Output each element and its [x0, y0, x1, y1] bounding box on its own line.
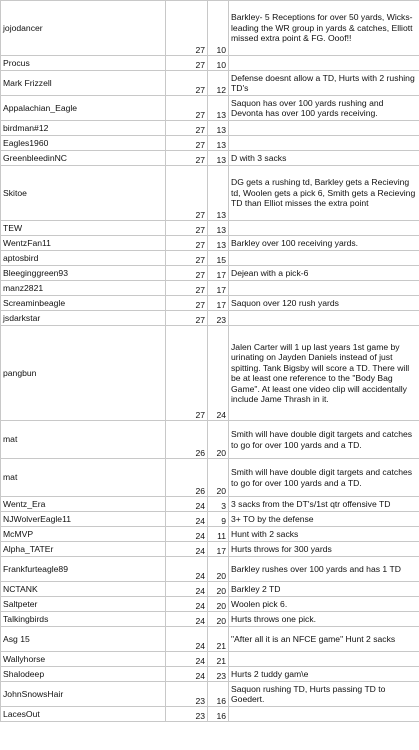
opponent-score-cell: 13: [208, 166, 229, 221]
table-row: [1, 1, 419, 56]
prediction-note-cell: [229, 707, 419, 722]
table-row: [1, 652, 419, 667]
table-row: [1, 71, 419, 96]
table-row: [1, 421, 419, 459]
opponent-score-cell: 24: [208, 326, 229, 421]
username-cell: Appalachian_Eagle: [1, 96, 166, 121]
prediction-note-cell: [229, 251, 419, 266]
score-cell: 27: [166, 1, 208, 56]
table-row: [1, 627, 419, 652]
table-row: [1, 542, 419, 557]
score-cell: 26: [166, 421, 208, 459]
opponent-score-cell: 3: [208, 497, 229, 512]
score-cell: 26: [166, 459, 208, 497]
prediction-note-cell: 3+ TO by the defense: [229, 512, 419, 527]
username-cell: Eagles1960: [1, 136, 166, 151]
prediction-note-cell: Hurts throws one pick.: [229, 612, 419, 627]
opponent-score-cell: 12: [208, 71, 229, 96]
opponent-score-cell: 21: [208, 627, 229, 652]
username-cell: mat: [1, 459, 166, 497]
username-cell: Frankfurteagle89: [1, 557, 166, 582]
table-row: [1, 707, 419, 722]
prediction-note-cell: Barkley over 100 receiving yards.: [229, 236, 419, 251]
opponent-score-cell: 10: [208, 56, 229, 71]
opponent-score-cell: 21: [208, 652, 229, 667]
table-row: [1, 166, 419, 221]
table-row: [1, 236, 419, 251]
predictions-table-body: [1, 1, 419, 722]
score-cell: 27: [166, 96, 208, 121]
opponent-score-cell: 17: [208, 281, 229, 296]
opponent-score-cell: 13: [208, 236, 229, 251]
score-cell: 24: [166, 582, 208, 597]
prediction-note-cell: "After all it is an NFCE game" Hunt 2 sacks: [229, 627, 419, 652]
table-row: [1, 121, 419, 136]
table-row: [1, 597, 419, 612]
opponent-score-cell: 13: [208, 136, 229, 151]
prediction-note-cell: Hurts throws for 300 yards: [229, 542, 419, 557]
prediction-note-cell: Saquon rushing TD, Hurts passing TD to Goedert.: [229, 682, 419, 707]
opponent-score-cell: 16: [208, 707, 229, 722]
prediction-note-cell: Defense doesnt allow a TD, Hurts with 2 rushing TD's: [229, 71, 419, 96]
prediction-note-cell: Barkley- 5 Receptions for over 50 yards, Wicks- leading the WR group in yards & catches, Elliott missed extra point & FG. Ooof!!: [229, 1, 419, 56]
score-cell: 24: [166, 612, 208, 627]
prediction-note-cell: [229, 56, 419, 71]
score-cell: 27: [166, 136, 208, 151]
table-row: [1, 557, 419, 582]
prediction-note-cell: Barkley 2 TD: [229, 582, 419, 597]
prediction-note-cell: [229, 311, 419, 326]
score-cell: 27: [166, 71, 208, 96]
username-cell: jojodancer: [1, 1, 166, 56]
score-cell: 27: [166, 166, 208, 221]
username-cell: jsdarkstar: [1, 311, 166, 326]
username-cell: GreenbleedinNC: [1, 151, 166, 166]
table-row: [1, 497, 419, 512]
table-row: [1, 667, 419, 682]
opponent-score-cell: 9: [208, 512, 229, 527]
prediction-note-cell: 3 sacks from the DT's/1st qtr offensive TD: [229, 497, 419, 512]
score-cell: 24: [166, 597, 208, 612]
table-row: [1, 682, 419, 707]
prediction-note-cell: [229, 281, 419, 296]
prediction-note-cell: Saquon has over 100 yards rushing and Devonta has over 100 yards receiving.: [229, 96, 419, 121]
table-row: [1, 56, 419, 71]
prediction-note-cell: [229, 136, 419, 151]
opponent-score-cell: 17: [208, 542, 229, 557]
opponent-score-cell: 17: [208, 266, 229, 281]
table-row: [1, 582, 419, 597]
username-cell: Procus: [1, 56, 166, 71]
username-cell: Asg 15: [1, 627, 166, 652]
table-row: [1, 612, 419, 627]
score-cell: 27: [166, 121, 208, 136]
username-cell: WentzFan11: [1, 236, 166, 251]
score-cell: 27: [166, 296, 208, 311]
opponent-score-cell: 13: [208, 221, 229, 236]
username-cell: Wallyhorse: [1, 652, 166, 667]
username-cell: LacesOut: [1, 707, 166, 722]
prediction-note-cell: DG gets a rushing td, Barkley gets a Recieving td, Woolen gets a pick 6, Smith gets a Recieving TD than Elliot misses the extra point: [229, 166, 419, 221]
username-cell: TEW: [1, 221, 166, 236]
prediction-note-cell: Hurts 2 tuddy gam\e: [229, 667, 419, 682]
table-row: [1, 266, 419, 281]
username-cell: NCTANK: [1, 582, 166, 597]
username-cell: Saltpeter: [1, 597, 166, 612]
opponent-score-cell: 20: [208, 459, 229, 497]
score-cell: 27: [166, 236, 208, 251]
score-cell: 24: [166, 512, 208, 527]
prediction-note-cell: [229, 652, 419, 667]
prediction-note-cell: Smith will have double digit targets and catches to go for over 100 yards and a TD.: [229, 421, 419, 459]
opponent-score-cell: 13: [208, 96, 229, 121]
username-cell: McMVP: [1, 527, 166, 542]
username-cell: Wentz_Era: [1, 497, 166, 512]
prediction-note-cell: Smith will have double digit targets and catches to go for over 100 yards and a TD.: [229, 459, 419, 497]
username-cell: manz2821: [1, 281, 166, 296]
opponent-score-cell: 23: [208, 311, 229, 326]
opponent-score-cell: 15: [208, 251, 229, 266]
opponent-score-cell: 13: [208, 151, 229, 166]
prediction-note-cell: [229, 121, 419, 136]
prediction-note-cell: Woolen pick 6.: [229, 597, 419, 612]
username-cell: birdman#12: [1, 121, 166, 136]
username-cell: Mark Frizzell: [1, 71, 166, 96]
username-cell: Skitoe: [1, 166, 166, 221]
table-row: [1, 296, 419, 311]
username-cell: Bleeginggreen93: [1, 266, 166, 281]
prediction-note-cell: Dejean with a pick-6: [229, 266, 419, 281]
table-row: [1, 311, 419, 326]
opponent-score-cell: 11: [208, 527, 229, 542]
prediction-note-cell: [229, 221, 419, 236]
username-cell: aptosbird: [1, 251, 166, 266]
score-cell: 27: [166, 221, 208, 236]
table-row: [1, 326, 419, 421]
prediction-note-cell: Hunt with 2 sacks: [229, 527, 419, 542]
score-cell: 24: [166, 627, 208, 652]
opponent-score-cell: 20: [208, 582, 229, 597]
username-cell: NJWolverEagle11: [1, 512, 166, 527]
score-cell: 27: [166, 251, 208, 266]
score-cell: 24: [166, 667, 208, 682]
prediction-note-cell: Saquon over 120 rush yards: [229, 296, 419, 311]
score-cell: 27: [166, 311, 208, 326]
table-row: [1, 459, 419, 497]
username-cell: Talkingbirds: [1, 612, 166, 627]
score-cell: 27: [166, 326, 208, 421]
score-cell: 27: [166, 266, 208, 281]
table-row: [1, 96, 419, 121]
score-cell: 24: [166, 527, 208, 542]
opponent-score-cell: 20: [208, 557, 229, 582]
username-cell: pangbun: [1, 326, 166, 421]
table-row: [1, 221, 419, 236]
opponent-score-cell: 16: [208, 682, 229, 707]
username-cell: Screaminbeagle: [1, 296, 166, 311]
opponent-score-cell: 20: [208, 612, 229, 627]
opponent-score-cell: 17: [208, 296, 229, 311]
score-cell: 23: [166, 707, 208, 722]
score-cell: 27: [166, 281, 208, 296]
score-cell: 27: [166, 151, 208, 166]
score-cell: 24: [166, 497, 208, 512]
prediction-note-cell: Jalen Carter will 1 up last years 1st game by urinating on Jayden Daniels instead of just spitting. Tank Bigsby will score a TD. There will be at least one reference to the "Body Bag Game". At least one video clip will accidentally include Jame Thrash in it.: [229, 326, 419, 421]
score-cell: 27: [166, 56, 208, 71]
opponent-score-cell: 13: [208, 121, 229, 136]
username-cell: Alpha_TATEr: [1, 542, 166, 557]
username-cell: Shalodeep: [1, 667, 166, 682]
username-cell: mat: [1, 421, 166, 459]
table-row: [1, 527, 419, 542]
score-cell: 24: [166, 652, 208, 667]
score-cell: 23: [166, 682, 208, 707]
table-row: [1, 512, 419, 527]
prediction-note-cell: D with 3 sacks: [229, 151, 419, 166]
table-row: [1, 251, 419, 266]
opponent-score-cell: 20: [208, 597, 229, 612]
score-cell: 24: [166, 542, 208, 557]
opponent-score-cell: 23: [208, 667, 229, 682]
prediction-note-cell: Barkley rushes over 100 yards and has 1 TD: [229, 557, 419, 582]
table-row: [1, 136, 419, 151]
username-cell: JohnSnowsHair: [1, 682, 166, 707]
score-cell: 24: [166, 557, 208, 582]
table-row: [1, 281, 419, 296]
opponent-score-cell: 10: [208, 1, 229, 56]
opponent-score-cell: 20: [208, 421, 229, 459]
table-row: [1, 151, 419, 166]
